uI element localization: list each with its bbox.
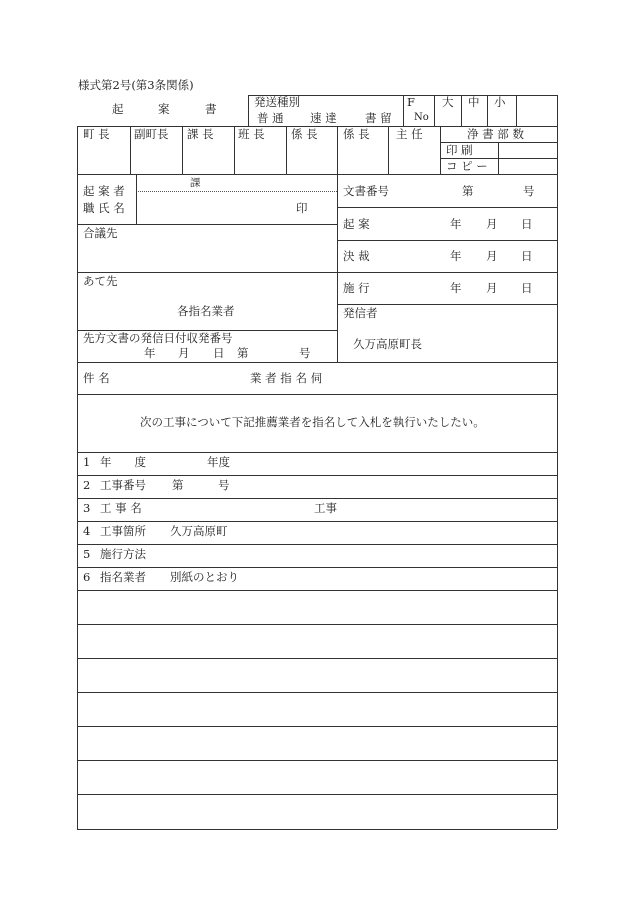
- bunsho-dai: 第: [462, 184, 474, 198]
- atesaki-value: 各指名業者: [177, 304, 235, 318]
- shokumei-label: 職 氏 名: [83, 201, 125, 215]
- item-2-num: 2: [83, 478, 91, 492]
- body-text: 次の工事について下記推薦業者を指名して入札を執行いたしたい。: [140, 415, 485, 429]
- item-4-label: 工事箇所: [100, 524, 146, 538]
- approval-cho: 町 長: [83, 127, 110, 141]
- copy-label: コ ピ ー: [446, 159, 488, 173]
- item-4-num: 4: [83, 524, 91, 538]
- title-sho: 書: [205, 102, 217, 116]
- shikou-date-month: 月: [486, 281, 498, 295]
- item-3-label: 工 事 名: [100, 501, 142, 515]
- atesaki-label: あて先: [83, 274, 118, 288]
- item-1-label: 年 度: [100, 455, 146, 469]
- seal-in: 印: [296, 201, 308, 215]
- hassou-futsu[interactable]: 普 通: [257, 111, 284, 125]
- title-an: 案: [158, 102, 170, 116]
- kian-date-year: 年: [450, 217, 462, 231]
- kenmei-value: 業 者 指 名 伺: [250, 371, 323, 385]
- hasshinsha-value: 久万高原町長: [353, 337, 422, 351]
- kessai-date-month: 月: [486, 249, 498, 263]
- insatsu-label: 印 刷: [446, 143, 473, 157]
- jousho-busuu-label: 浄 書 部 数: [467, 127, 524, 141]
- kessai-date-year: 年: [450, 249, 462, 263]
- item-4-value: 久万高原町: [170, 524, 228, 538]
- item-3-num: 3: [83, 501, 91, 515]
- size-small[interactable]: 小: [494, 95, 506, 109]
- approval-kakaricho-2: 係 長: [343, 127, 370, 141]
- item-1-num: 1: [83, 455, 91, 469]
- shikou-date-day: 日: [521, 281, 533, 295]
- item-1-value: 年度: [207, 455, 230, 469]
- hassou-sokutatsu[interactable]: 速 達: [310, 111, 337, 125]
- gougisaki-label: 合議先: [83, 226, 118, 240]
- sakikata-year: 年: [144, 346, 156, 360]
- sakikata-gou: 号: [299, 346, 311, 360]
- drafter-ka: 課: [190, 177, 201, 189]
- kenmei-label: 件 名: [83, 371, 110, 385]
- title-ki: 起: [112, 102, 124, 116]
- item-6-value: 別紙のとおり: [170, 570, 239, 584]
- kian-date-month: 月: [486, 217, 498, 231]
- bunsho-bangou-label: 文書番号: [343, 184, 389, 198]
- hassou-kakitome[interactable]: 書 留: [365, 111, 392, 125]
- item-6-num: 6: [83, 570, 91, 584]
- sakikata-day: 日: [213, 346, 225, 360]
- approval-fukucho: 副町長: [134, 127, 169, 141]
- f-label: F: [407, 95, 415, 109]
- shikou-date-label: 施 行: [343, 281, 370, 295]
- shikou-date-year: 年: [450, 281, 462, 295]
- hassou-label: 発送種別: [254, 95, 300, 109]
- approval-shunin: 主 任: [396, 127, 423, 141]
- form-number-label: 様式第2号(第3条関係): [78, 78, 194, 92]
- size-medium[interactable]: 中: [468, 95, 480, 109]
- approval-hancho: 班 長: [238, 127, 265, 141]
- approval-kacho: 課 長: [187, 127, 214, 141]
- sakikata-dai: 第: [237, 346, 249, 360]
- kian-date-label: 起 案: [343, 217, 370, 231]
- approval-kakaricho-1: 係 長: [291, 127, 318, 141]
- item-3-value: 工事: [314, 501, 337, 515]
- sakikata-month: 月: [178, 346, 190, 360]
- sakikata-label: 先方文書の発信日付収発番号: [83, 331, 233, 345]
- item-5-num: 5: [83, 547, 91, 561]
- item-2-value: 第 号: [172, 478, 230, 492]
- drafter-label: 起 案 者: [83, 184, 125, 198]
- bunsho-gou: 号: [523, 184, 535, 198]
- no-label: No: [414, 112, 429, 123]
- item-6-label: 指名業者: [100, 570, 146, 584]
- kian-date-day: 日: [521, 217, 533, 231]
- item-2-label: 工事番号: [100, 478, 146, 492]
- size-large[interactable]: 大: [442, 95, 454, 109]
- kessai-date-label: 決 裁: [343, 249, 370, 263]
- kessai-date-day: 日: [521, 249, 533, 263]
- hasshinsha-label: 発信者: [343, 306, 378, 320]
- item-5-label: 施行方法: [100, 547, 146, 561]
